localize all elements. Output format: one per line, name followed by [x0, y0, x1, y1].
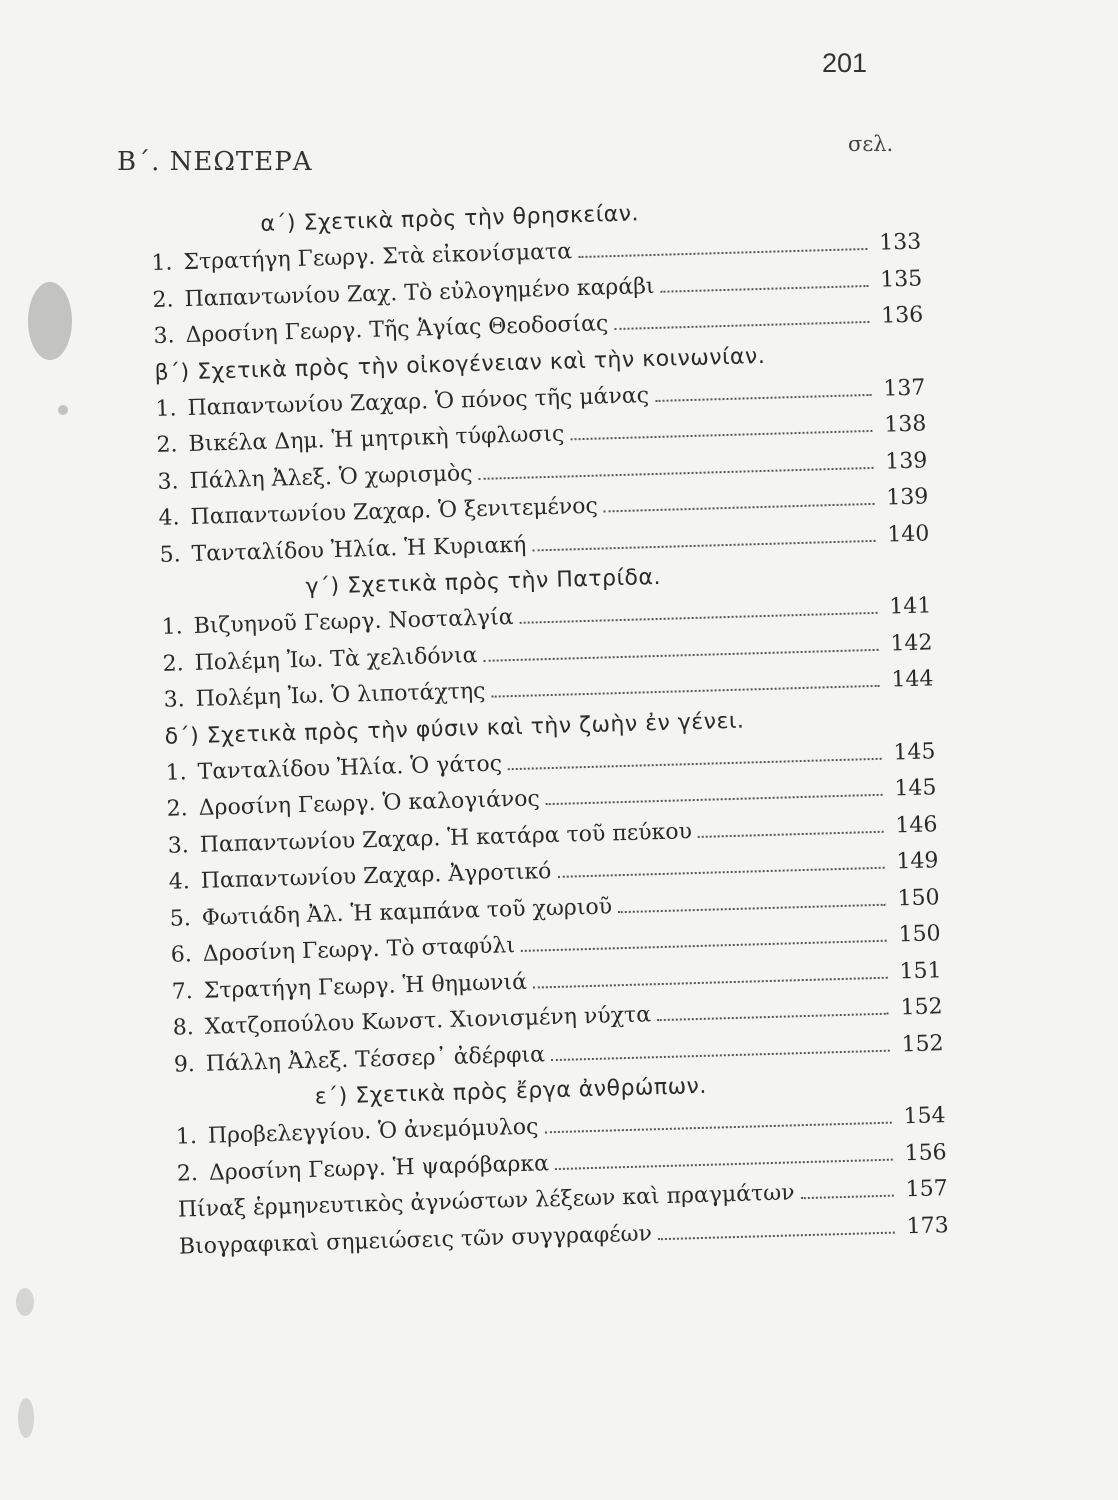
toc-entry: 3. Δροσίνη Γεωργ. Τῆς Ἁγίας Θεοδοσίας 136 — [153, 302, 924, 349]
toc-entry: 5. Φωτιάδη Ἀλ. Ἡ καμπάνα τοῦ χωριοῦ 150 — [169, 884, 940, 932]
toc-entry: 3. Πολέμη Ἰω. Ὁ λιποτάχτης 144 — [163, 666, 934, 713]
toc-entry: 4. Παπαντωνίου Ζαχαρ. Ὁ ξενιτεμένος 139 — [158, 484, 929, 531]
page-number: 201 — [822, 48, 868, 78]
toc-entry: 6. Δροσίνη Γεωργ. Τὸ σταφύλι 150 — [170, 921, 941, 968]
toc-entry: 2. Δροσίνη Γεωργ. Ἡ ψαρόβαρκα 156 — [176, 1139, 947, 1187]
group-heading-homeland: γ΄) Σχετικὰ πρὸς τὴν Πατρίδα. — [305, 564, 662, 600]
toc-entry: 2. Βικέλα Δημ. Ἡ μητρικὴ τύφλωσις 138 — [156, 411, 927, 458]
scan-stain — [16, 1288, 34, 1316]
toc-entry: 1. Στρατήγη Γεωργ. Στὰ εἰκονίσματα 133 — [151, 229, 922, 276]
scan-stain — [18, 1398, 34, 1438]
table-of-contents — [150, 189, 949, 1266]
toc-entry: 2. Πολέμη Ἰω. Τὰ χελιδόνια 142 — [162, 629, 933, 677]
toc-entry: 1. Τανταλίδου Ἠλία. Ὁ γάτος 145 — [165, 738, 936, 786]
toc-entry: 1. Προβελεγγίου. Ὁ ἀνεμόμυλος 154 — [175, 1103, 946, 1150]
toc-entry: 5. Τανταλίδου Ἠλία. Ἡ Κυριακή 140 — [159, 520, 930, 568]
toc-entry: 9. Πάλλη Ἀλεξ. Τέσσερ᾿ ἀδέρφια 152 — [173, 1030, 944, 1078]
toc-entry: 2. Παπαντωνίου Ζαχ. Τὸ εὐλογημένο καράβι 135 — [152, 265, 923, 313]
group-heading-family: β΄) Σχετικὰ πρὸς τὴν οἰκογένειαν καὶ τὴν κοινωνίαν. — [154, 343, 766, 386]
toc-entry-biographies: Βιογραφικαὶ σημειώσεις τῶν συγγραφέων 173 — [178, 1212, 950, 1260]
toc-entry: 8. Χατζοπούλου Κωνστ. Χιονισμένη νύχτα 152 — [172, 994, 943, 1041]
scan-stain — [58, 405, 68, 415]
section-title: Β΄. ΝΕΩΤΕΡΑ — [117, 147, 313, 177]
toc-entry: 7. Στρατήγη Γεωργ. Ἡ θημωνιά 151 — [171, 957, 942, 1005]
toc-entry: 3. Παπαντωνίου Ζαχαρ. Ἡ κατάρα τοῦ πεύκου 146 — [167, 811, 938, 859]
toc-entry: 4. Παπαντωνίου Ζαχαρ. Ἀγροτικό 149 — [168, 848, 939, 895]
toc-entry: 3. Πάλλη Ἀλεξ. Ὁ χωρισμὸς 139 — [157, 447, 928, 495]
scan-stain — [28, 282, 72, 360]
toc-entry: 1. Παπαντωνίου Ζαχαρ. Ὁ πόνος τῆς μάνας 137 — [155, 374, 926, 422]
group-heading-religion: α΄) Σχετικὰ πρὸς τὴν θρησκείαν. — [260, 201, 640, 237]
group-heading-human-works: ε΄) Σχετικὰ πρὸς ἔργα ἀνθρώπων. — [314, 1073, 708, 1110]
toc-entry-glossary: Πίναξ ἑρμηνευτικὸς ἀγνώστων λέξεων καὶ πραγμάτων 157 — [177, 1176, 948, 1223]
toc-entry: 1. Βιζυηνοῦ Γεωργ. Νοσταλγία 141 — [161, 593, 932, 640]
page-column-header: σελ. — [848, 132, 894, 156]
group-heading-nature: δ΄) Σχετικὰ πρὸς τὴν φύσιν καὶ τὴν ζωὴν ἐν γένει. — [164, 708, 745, 750]
toc-entry: 2. Δροσίνη Γεωργ. Ὁ καλογιάνος 145 — [166, 775, 937, 822]
